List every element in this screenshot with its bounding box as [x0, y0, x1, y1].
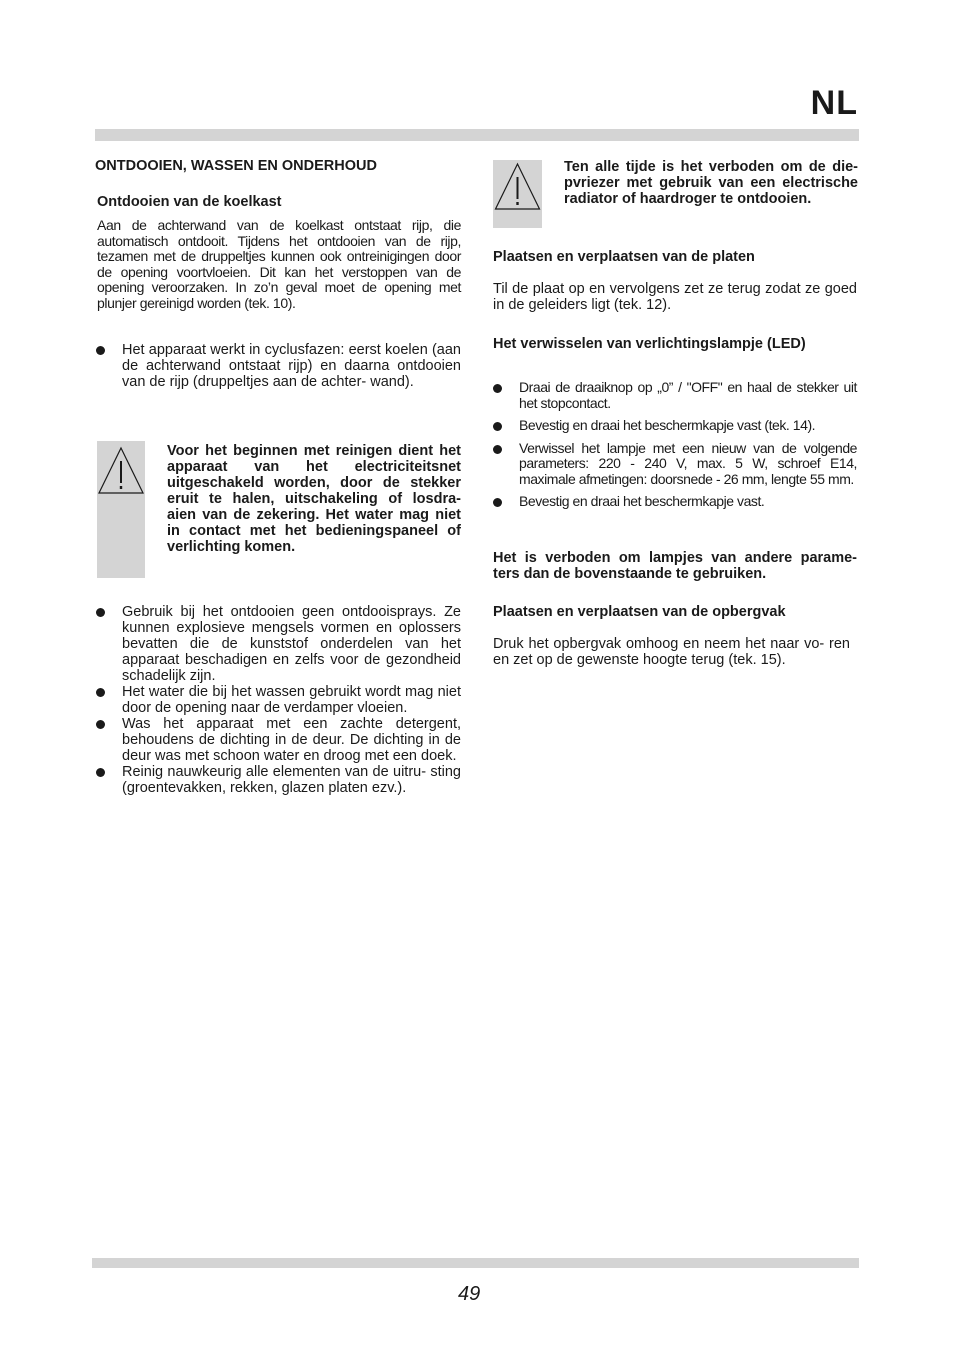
bullet-dot-icon: [96, 720, 105, 729]
warning-sidebar: [97, 441, 145, 578]
heading-led: Het verwisselen van verlichtingslampje (LED): [493, 336, 806, 352]
warning-text-no-heater: Ten alle tijde is het verboden om de die- pvriezer met gebruik van een electrische radiator of haardroger te ontdooien.: [564, 159, 858, 207]
bullet-dot-icon: [96, 346, 105, 355]
section-title: ONTDOOIEN, WASSEN EN ONDERHOUD: [95, 158, 377, 174]
header-divider: [95, 129, 859, 141]
bullet-dot-icon: [493, 422, 502, 431]
list-item: Gebruik bij het ontdooien geen ontdooisprays. Ze kunnen explosieve mengsels vormen en oplossers bevatten die de kunststof onderdelen van het apparaat beschadigen en zelfs voor de gezondheid schadelijk zijn.: [96, 604, 461, 684]
bullet-dot-icon: [493, 498, 502, 507]
list-item: Verwissel het lampje met een nieuw van de volgende parameters: 220 - 240 V, max. 5 W, schroef E14, maximale afmetingen: doorsnede - 26 mm, lengte 55 mm.: [493, 441, 857, 488]
page-number: 49: [458, 1283, 481, 1305]
paragraph-storage: Druk het opbergvak omhoog en neem het naar vo- ren en zet op de gewenste hoogte terug (tek. 15).: [493, 636, 850, 668]
bullet-dot-icon: [96, 608, 105, 617]
paragraph-plates: Til de plaat op en vervolgens zet ze terug zodat ze goed in de geleiders ligt (tek. 12).: [493, 281, 857, 313]
list-item: Bevestig en draai het beschermkapje vast.: [493, 494, 857, 510]
paragraph-defrost: Aan de achterwand van de koelkast ontstaat rijp, die automatisch ontdooit. Tijdens het ontdooien van de rijp, tezamen met de druppeltjes kunnen ook ontreinigingen door de opening voortvloeien. Dit kan het verstoppen van de opening veroorzaken. In zo’n geval moet de opening met plunjer gereinigd worden (tek. 10).: [97, 217, 461, 311]
bullet-dot-icon: [96, 688, 105, 697]
bullet-list-cleaning: [96, 604, 461, 796]
bullet-list-cycle: [96, 342, 461, 390]
warning-sidebar-right: [493, 160, 542, 228]
language-code: NL: [810, 84, 858, 122]
list-item: Het water die bij het wassen gebruikt wordt mag niet door de opening naar de verdamper vloeien.: [96, 684, 461, 716]
note-forbidden-lamps: Het is verboden om lampjes van andere parame- ters dan de bovenstaande te gebruiken.: [493, 550, 857, 582]
bullet-list-led: [493, 380, 857, 510]
list-item: Draai de draaiknop op „0” / "OFF" en haal de stekker uit het stopcontact.: [493, 380, 857, 411]
warning-triangle-icon: [493, 161, 542, 213]
list-item: Reinig nauwkeurig alle elementen van de uitru- sting (groentevakken, rekken, glazen platen ezv.).: [96, 764, 461, 796]
bullet-dot-icon: [96, 768, 105, 777]
heading-plates: Plaatsen en verplaatsen van de platen: [493, 249, 755, 265]
list-item: Het apparaat werkt in cyclusfazen: eerst koelen (aan de achterwand ontstaat rijp) en daarna ontdooien van de rijp (druppeltjes aan de achter- wand).: [96, 342, 461, 390]
list-item: Was het apparaat met een zachte detergent, behoudens de dichting in de deur. De dichting in de deur was met schoon water en droog met een doek.: [96, 716, 461, 764]
bullet-dot-icon: [493, 384, 502, 393]
subheading-defrost-fridge: Ontdooien van de koelkast: [97, 194, 282, 210]
footer-divider: [92, 1258, 859, 1268]
bullet-dot-icon: [493, 445, 502, 454]
list-item: Bevestig en draai het beschermkapje vast (tek. 14).: [493, 418, 857, 434]
heading-storage: Plaatsen en verplaatsen van de opbergvak: [493, 604, 786, 620]
warning-triangle-icon: [97, 445, 145, 497]
warning-text-unplug: Voor het beginnen met reinigen dient het apparaat van het electriciteitsnet uitgeschakeld worden, door de stekker eruit te halen, uitschakeling of losdra- aien van de zekering. Het water mag niet in contact met het bedieningspaneel of verlichting komen.: [167, 443, 461, 555]
